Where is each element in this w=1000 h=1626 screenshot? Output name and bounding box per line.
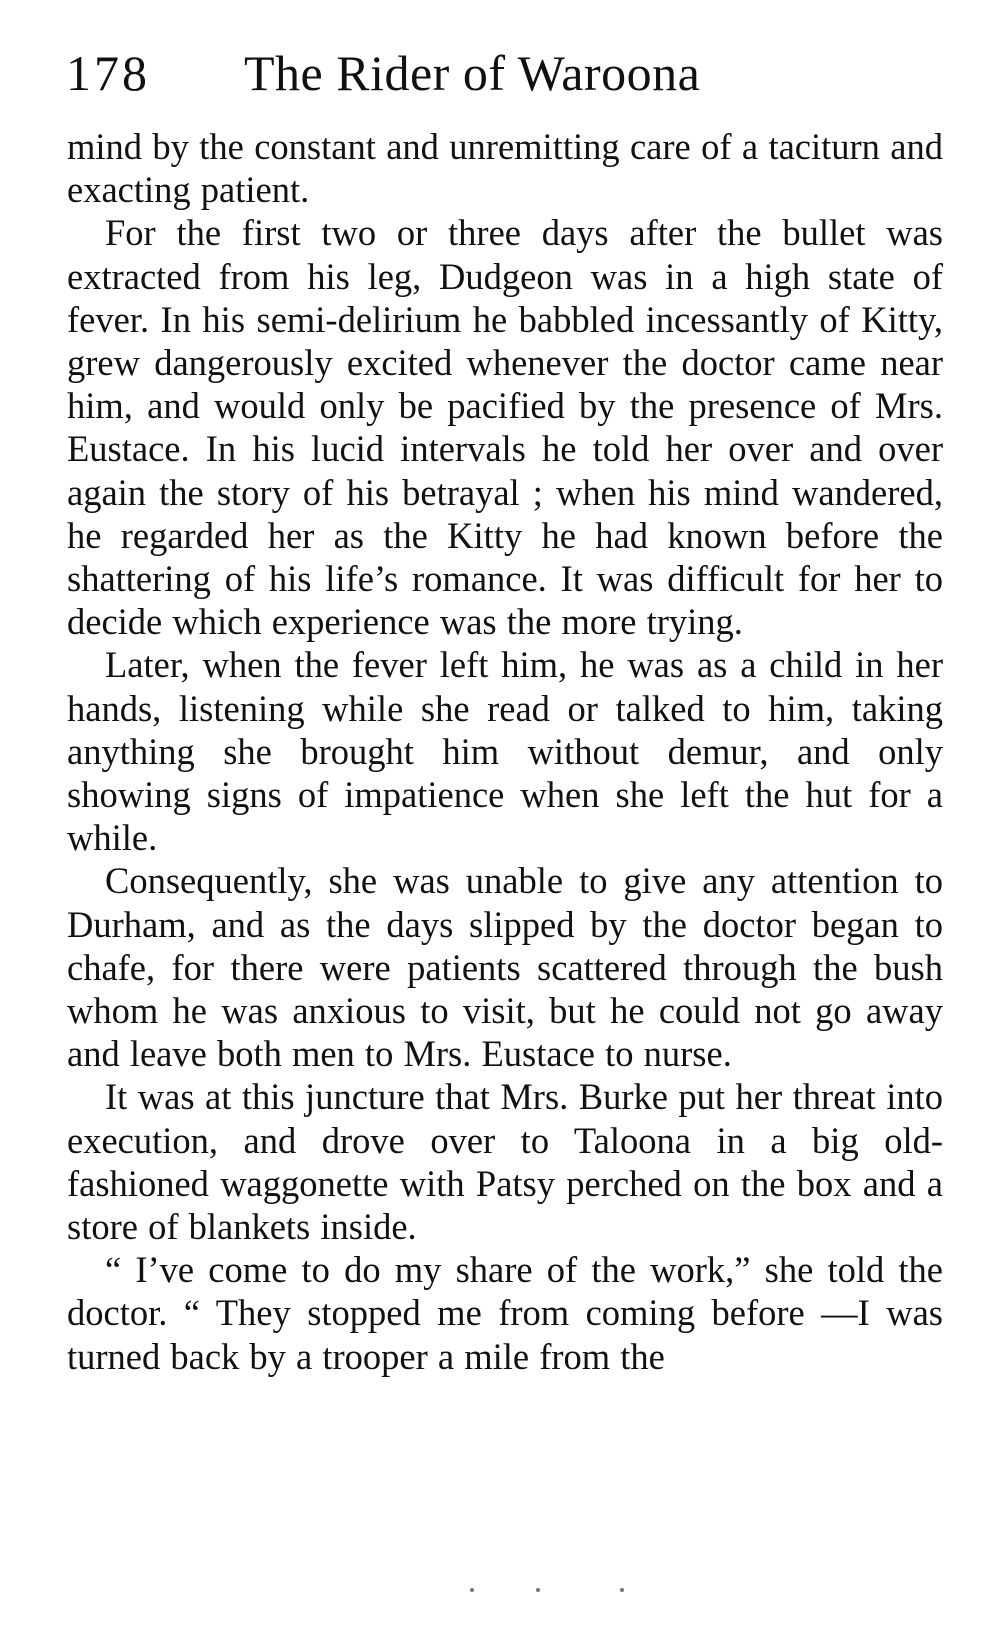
book-title: The Rider of Waroona	[244, 45, 701, 101]
paragraph-continuation: mind by the constant and unremitting care of a taciturn and exacting patient.	[67, 126, 943, 211]
page-number: 178	[66, 45, 150, 101]
paragraph-doctor: Consequently, she was unable to give any attention to Durham, and as the days slipped by the doctor began to chafe, for there were patients scattered through the bush whom he was anxious to visit, but he could not go away and leave both men to Mrs. Eustace to nurse.	[67, 860, 943, 1075]
running-head	[66, 38, 946, 108]
paragraph-mrs-burke: It was at this juncture that Mrs. Burke put her threat into execution, and drove over to Taloona in a big old-fashioned waggonette with Patsy perched on the box and a store of blankets inside.	[67, 1076, 943, 1248]
body-text	[67, 125, 943, 1378]
paragraph-dialogue: “ I’ve come to do my share of the work,” she told the doctor. “ They stopped me from coming before —I was turned back by a trooper a mile from the	[67, 1249, 943, 1377]
paragraph-recovery: Later, when the fever left him, he was as a child in her hands, listening while she read or talked to him, taking anything she brought him without demur, and only showing signs of impatience when she left the hut for a while.	[67, 644, 943, 859]
paragraph-fever: For the first two or three days after the bullet was extracted from his leg, Dudgeon was in a high state of fever. In his semi-delirium he babbled incessantly of Kitty, grew dangerously excited whenever the doctor came near him, and would only be pacified by the presence of Mrs. Eustace. In his lucid intervals he told her over and over again the story of his betrayal ; when his mind wandered, he regarded her as the Kitty he had known before the shattering of his life’s romance. It was difficult for her to decide which experience was the more trying.	[67, 212, 943, 643]
cut-off-line-fragment	[470, 1588, 670, 1598]
